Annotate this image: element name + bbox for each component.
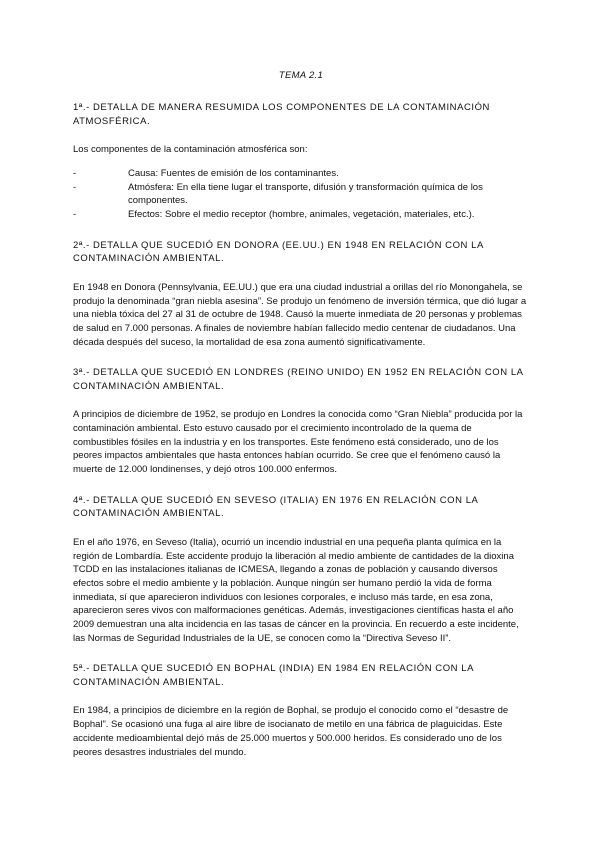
section-1-heading: 1ª.- DETALLA DE MANERA RESUMIDA LOS COMPONENTES DE LA CONTAMINACIÓN ATMOSFÉRICA.	[73, 102, 490, 127]
section-3	[73, 366, 529, 477]
section-2-body: En 1948 en Donora (Pennsylvania, EE.UU.) que era una ciudad industrial a orillas del río Monongahela, se produjo la denominada “gran niebla asesina”. Se produjo un fenómeno de inversión térmica, que dió lugar a una niebla tóxica del 27 al 31 de octubre de 1948. Causó la muerte inmediata de 20 personas y problemas de salud en 7.000 personas. A finales de noviembre habían fallecido medio centenar de ciudadanos. Una década después del suceso, la mortalidad de esa zona aumentó significativamente.	[73, 281, 527, 348]
list-bullet: -	[73, 209, 77, 221]
list-bullet: -	[73, 181, 77, 193]
section-1	[73, 101, 529, 222]
list-bullet: -	[73, 168, 77, 179]
list-item-text: Atmósfera: En ella tiene lugar el transporte, difusión y transformación química de los componentes.	[128, 181, 483, 207]
section-2	[73, 239, 529, 350]
section-3-body: A principios de diciembre de 1952, se produjo en Londres la conocida como “Gran Niebla” producida por la contaminación ambiental. Esto estuvo causado por el crecimiento incontrolado de la quema de combustibles fósiles en la industria y en los transportes. Este fenómeno está considerado, uno de los peores impactos ambientales que hasta entonces habían ocurrido. Se cree que el fenómeno causó la muerte de 12.000 londinenses, y dejó otros 100.000 enfermos.	[73, 409, 523, 476]
section-5-heading: 5ª.- DETALLA QUE SUCEDIÓ EN BOPHAL (INDIA) EN 1984 EN RELACIÓN CON LA CONTAMINACIÓN AMBIENTAL.	[73, 663, 474, 688]
section-5	[73, 662, 529, 759]
section-5-body: En 1984, a principios de diciembre en la región de Bophal, se produjo el conocido como el “desastre de Bophal”. Se ocasionó una fuga al aire libre de isocianato de metilo en una fábrica de plaguicidas. Este accidente medioambiental dejó más de 25.000 muertos y 500.000 heridos. Es considerado uno de los peores desastres industriales del mundo.	[73, 705, 509, 758]
list-item	[73, 181, 529, 208]
list-item	[73, 167, 529, 181]
document-page	[73, 70, 529, 759]
document-title: TEMA 2.1	[278, 70, 324, 81]
section-1-intro: Los componentes de la contaminación atmosférica son:	[73, 144, 308, 155]
components-list	[73, 167, 529, 222]
section-4-body: En el año 1976, en Seveso (Italia), ocurrió un incendio industrial en una pequeña planta química en la región de Lombardía. Este accidente produjo la liberación al medio ambiente de cantidades de la dioxina TCDD en las instalaciones italianas de ICMESA, llegando a zonas de población y causando diversos efectos sobre el medio ambiente y la población. Aunque ningún ser humano perdió la vida de forma inmediata, sí que aparecieron individuos con lesiones corporales, e incluso más tarde, en esa zona, aparecieron seres vivos con malformaciones genéticas. Además, investigaciones científicas hasta el año 2009 demuestran una alta incidencia en las tasas de cáncer en la provincia. En recuerdo a este incidente, las Normas de Seguridad Industriales de la UE, se conocen como la “Directiva Seveso II”.	[73, 536, 519, 644]
section-4	[73, 494, 529, 646]
section-2-heading: 2ª.- DETALLA QUE SUCEDIÓ EN DONORA (EE.UU.) EN 1948 EN RELACIÓN CON LA CONTAMINACIÓN AMBIENTAL.	[73, 239, 484, 265]
section-4-heading: 4ª.- DETALLA QUE SUCEDIÓ EN SEVESO (ITALIA) EN 1976 EN RELACIÓN CON LA CONTAMINACIÓN AMBIENTAL.	[73, 494, 478, 520]
list-item-text: Causa: Fuentes de emisión de los contaminantes.	[128, 168, 339, 179]
list-item-text: Efectos: Sobre el medio receptor (hombre, animales, vegetación, materiales, etc.).	[128, 209, 475, 221]
section-3-heading: 3ª.- DETALLA QUE SUCEDIÓ EN LONDRES (REINO UNIDO) EN 1952 EN RELACIÓN CON LA CONTAMINACIÓN AMBIENTAL.	[73, 367, 524, 392]
list-item	[73, 208, 529, 222]
